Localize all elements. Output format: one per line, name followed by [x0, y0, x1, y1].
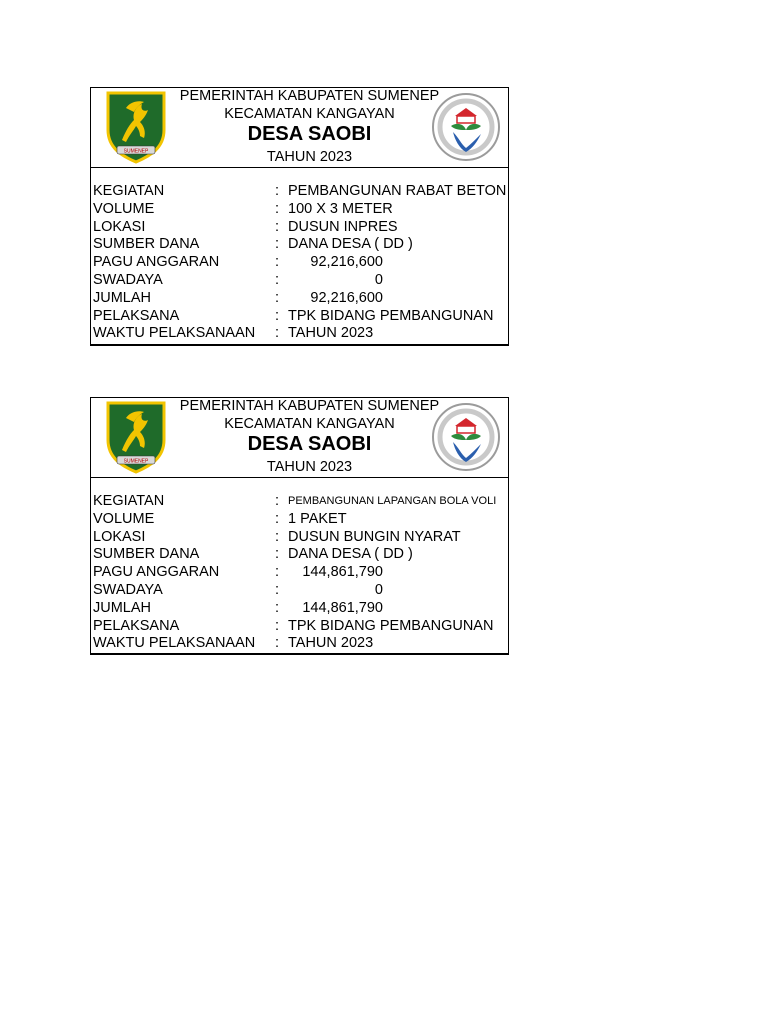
detail-label: JUMLAH — [93, 289, 152, 306]
detail-row-lokasi — [92, 219, 506, 237]
detail-value: TPK BIDANG PEMBANGUNAN — [288, 617, 494, 634]
header-year: TAHUN 2023 — [266, 459, 353, 475]
detail-row-volume — [92, 201, 506, 219]
detail-label: JUMLAH — [93, 599, 152, 616]
detail-value: DANA DESA ( DD ) — [288, 236, 413, 253]
detail-value: PEMBANGUNAN RABAT BETON — [288, 183, 507, 199]
detail-label: PAGU ANGGARAN — [93, 254, 220, 271]
detail-row-pelaksana — [92, 618, 506, 636]
project-signboard-2 — [90, 397, 509, 655]
svg-text:SUMENEP: SUMENEP — [123, 148, 149, 155]
project-details — [92, 183, 506, 343]
project-signboard-1 — [90, 87, 509, 346]
detail-row-sumber-dana — [92, 546, 506, 564]
detail-amount: 144,861,790 — [302, 564, 383, 581]
svg-text:SUMENEP: SUMENEP — [123, 458, 149, 465]
detail-colon: : — [275, 289, 280, 306]
detail-row-waktu-pelaksanaan — [92, 325, 506, 343]
detail-row-swadaya — [92, 582, 506, 600]
detail-label: VOLUME — [93, 200, 155, 217]
signboard-header — [91, 88, 508, 168]
detail-label: WAKTU PELAKSANAAN — [93, 635, 256, 652]
detail-colon: : — [275, 218, 280, 235]
detail-colon: : — [275, 307, 280, 324]
detail-row-jumlah — [92, 290, 506, 308]
detail-row-pelaksana — [92, 308, 506, 326]
detail-label: PELAKSANA — [93, 307, 180, 324]
detail-label: LOKASI — [93, 528, 146, 545]
detail-colon: : — [275, 236, 280, 253]
detail-amount: 144,861,790 — [302, 599, 383, 616]
detail-label: KEGIATAN — [93, 183, 165, 199]
header-district-line: KECAMATAN KANGAYAN — [224, 106, 395, 122]
detail-colon: : — [275, 254, 280, 271]
kementerian-desa-seal-icon — [431, 92, 501, 162]
detail-colon: : — [275, 493, 280, 509]
header-year: TAHUN 2023 — [266, 149, 353, 165]
detail-value: 1 PAKET — [288, 510, 347, 527]
detail-amount: 0 — [374, 271, 383, 288]
header-village-title: DESA SAOBI — [247, 433, 372, 455]
detail-row-kegiatan — [92, 183, 506, 201]
detail-row-waktu-pelaksanaan — [92, 635, 506, 653]
detail-value: PEMBANGUNAN LAPANGAN BOLA VOLI — [288, 495, 497, 507]
detail-label: PELAKSANA — [93, 617, 180, 634]
detail-row-jumlah — [92, 600, 506, 618]
detail-label: WAKTU PELAKSANAAN — [93, 325, 256, 342]
header-village-title: DESA SAOBI — [247, 123, 372, 145]
detail-colon: : — [275, 581, 280, 598]
detail-colon: : — [275, 599, 280, 616]
detail-row-sumber-dana — [92, 236, 506, 254]
detail-colon: : — [275, 510, 280, 527]
detail-label: SWADAYA — [93, 581, 163, 598]
detail-value: TAHUN 2023 — [288, 635, 374, 652]
detail-value: TPK BIDANG PEMBANGUNAN — [288, 307, 494, 324]
detail-value: DUSUN INPRES — [288, 218, 398, 235]
detail-colon: : — [275, 183, 280, 199]
detail-label: PAGU ANGGARAN — [93, 564, 220, 581]
detail-label: SUMBER DANA — [93, 236, 200, 253]
detail-row-pagu-anggaran — [92, 564, 506, 582]
detail-row-lokasi — [92, 529, 506, 547]
detail-value: DANA DESA ( DD ) — [288, 546, 413, 563]
detail-row-swadaya — [92, 272, 506, 290]
kementerian-desa-seal-icon — [431, 402, 501, 472]
detail-label: SWADAYA — [93, 271, 163, 288]
project-details — [92, 493, 506, 653]
detail-colon: : — [275, 271, 280, 288]
detail-row-volume — [92, 511, 506, 529]
header-district-line: KECAMATAN KANGAYAN — [224, 416, 395, 432]
detail-value: DUSUN BUNGIN NYARAT — [288, 528, 461, 545]
detail-colon: : — [275, 200, 280, 217]
detail-amount: 0 — [374, 581, 383, 598]
detail-label: SUMBER DANA — [93, 546, 200, 563]
detail-colon: : — [275, 528, 280, 545]
detail-label: LOKASI — [93, 218, 146, 235]
detail-colon: : — [275, 564, 280, 581]
detail-colon: : — [275, 617, 280, 634]
detail-amount: 92,216,600 — [310, 254, 383, 271]
signboard-header — [91, 398, 508, 478]
detail-row-pagu-anggaran — [92, 254, 506, 272]
detail-label: VOLUME — [93, 510, 155, 527]
detail-colon: : — [275, 635, 280, 652]
header-regency-line: PEMERINTAH KABUPATEN SUMENEP — [179, 88, 440, 104]
detail-amount: 92,216,600 — [310, 289, 383, 306]
header-regency-line: PEMERINTAH KABUPATEN SUMENEP — [179, 398, 440, 414]
detail-label: KEGIATAN — [93, 493, 165, 509]
detail-colon: : — [275, 325, 280, 342]
detail-row-kegiatan — [92, 493, 506, 511]
detail-colon: : — [275, 546, 280, 563]
detail-value: 100 X 3 METER — [288, 200, 393, 217]
detail-value: TAHUN 2023 — [288, 325, 374, 342]
